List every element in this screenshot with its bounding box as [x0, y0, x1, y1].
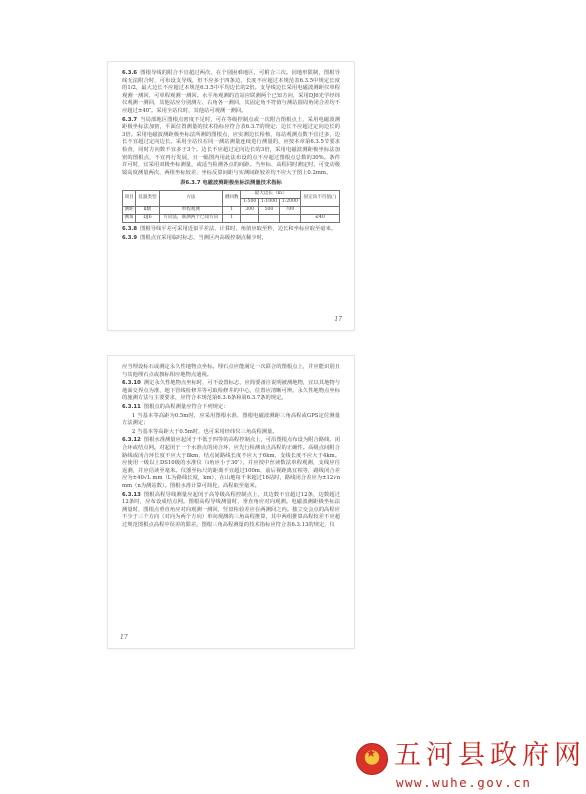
section-number: 6.3.13: [122, 491, 141, 498]
table-header-row: [123, 190, 340, 198]
paragraph-6-3-6: [122, 70, 340, 116]
table-subheader-cell: 1:2000: [279, 198, 300, 206]
paragraph-6-3-13: [122, 492, 340, 530]
table-cell: 300: [241, 206, 259, 214]
table-cell: [279, 214, 300, 222]
list-item: [122, 413, 340, 428]
table-cell: [241, 214, 259, 222]
table-row: [123, 214, 340, 222]
section-number: 6.3.9: [122, 234, 138, 241]
paragraph-text: 图根高程导线测量应起闭于高等级高程控制点上，其边数不宜超过12条，边数超过12条时，应布设成结点网。图根高程导线测量时，垂直角应对向观测。电磁波测距极坐标法测量时，图根点垂直角应对向观测一测回，竖盘检验差应在两测回之内。独立交会点的高程应不少于三个方向（对向为两个方向）单向观测的三角高程推算，其中两组推算高程较差不应超过规范图根点高程中误差的限差。图根三角高程测量的技术指标应符合表6.3.13的规定，仪: [122, 491, 340, 528]
table-cell: [259, 214, 280, 222]
table-cell: ≤40: [300, 214, 339, 222]
site-watermark: [356, 740, 586, 790]
table-cell: 1: [223, 206, 241, 214]
paragraph-text: 测定永久性地物点坐标时，可不设置标志，应简要备注说明被测地物，宜以其地物与地面交界点为准，地下管线检修井等可取检修井的中心，位置应清晰可辨。永久性地物点坐标的施测方法与主要要求，应符合本规范第6.3.6条和第6.3.7条的规定。: [122, 380, 340, 402]
table-cell: 测角: [123, 214, 136, 222]
paragraph-6-3-10: [122, 380, 340, 403]
list-item: [122, 429, 340, 437]
section-number: 6.3.8: [122, 225, 138, 232]
table-header-cell: 方法: [159, 190, 222, 206]
table-row: [123, 206, 340, 214]
table-cell: 1: [223, 214, 241, 222]
page-top-body: [122, 70, 340, 243]
paragraph-text: 图根水准测量应起闭于不低于四等的高程控制点上，可沿图根点布设为附合路线、闭合环或结点网。对起闭于一个水准点的闭合环，应先行检测该点高程的正确性。高级点间附合路线或闭合环长度不应大于8km，结点间路线长度不应大于6km，支线长度不应大于4km。应使用一级以上DS10级的水准仪（i角应小于30″），并应按中丝读数法单程观测，支线应往返测，并应估读至毫米。仪器至标尺的距离不宜超过100m，前后视距离宜相等，路线闭合差应为±40√L mm（L为路线长度，km），在山地每千米超过16站时，路线闭合差应为±12√n mm（n为测站数）。图根水准计算可简化，高程取至毫米。: [122, 437, 340, 489]
site-name: 五河县政府网: [394, 740, 586, 771]
table-subheader-cell: 1:500: [241, 198, 259, 206]
table-cell: [300, 206, 339, 214]
paragraph-6-3-7: [122, 117, 340, 178]
paragraph-text: 当局部地区图根点密度不足时，可在等级控制点或一次附合图根点上，采用电磁波测距极坐标法加密，平面位置测量的技术指标应符合表6.3.7的规定；边长不应超过定向边长的3倍。采用电磁波测距极坐标法所测的图根点，应实测边长检核，每站观测点数不宜过多，边长不宜超过定向边长。采用全站仪在同一测站测量连续进行测量的，应按本章第6.3.5节要求检查，同时方向数不宜多于3个。边长不应超过定向边长的3倍，采用电磁波测距极坐标法加密的图根点，不宜再行发展，且一幅图内用此法布设的点不应超过图根点总数的30%。条件许可时，宜采用双极坐标测量，或适当检测各点的间距。当坐标、高程同时测定时，可变动极镜高度测量两次，两组坐标较差、坐标反算间距与实测间距较差均不应大于图上0.2mm。: [122, 116, 340, 176]
paragraph-6-3-8: [122, 226, 340, 234]
paragraph-text: 2 当基本等高距大于0.5m时，也可采用经纬仪三角高程测量。: [132, 428, 278, 435]
document-page-bottom: [108, 356, 354, 648]
table-cell: 500: [259, 206, 280, 214]
table-cell: 方向法，联测两个已知方向: [159, 214, 222, 222]
section-number: 6.3.11: [122, 403, 141, 410]
spec-table: [122, 190, 340, 223]
document-page-top: [108, 62, 354, 330]
page-number: 17: [334, 316, 342, 324]
table-title: 表6.3.7 电磁波测距极坐标法测量技术指标: [180, 180, 282, 187]
table-header-cell: 测回数: [223, 190, 241, 206]
paragraph-text: 图根点的高程测量应符合下列规定：: [143, 403, 229, 410]
paragraph-text: 应当埋设标石或测定永久性地物点坐标。埋石点应能满足一次联合的图根点上，并应能识别且与其他埋石点或旗标相应地物点通视。: [122, 364, 340, 378]
table-header-cell: 最大边长（m）: [241, 190, 301, 198]
paragraph-text: 图根导线的附合不宜超过两次，在个别困难地区，可附合三次。因地形限制，图根导线无法附合时，可布设支导线，但不应多于四条边，长度不应超过本规范表6.3.5中规定长度的1/2，最大边长不应超过本规范6.3.5中平均边长的2倍。支导线边长采用电磁波测距仪单程观测一测回，可单程观测一测回。水平角观测的首站应联测两个已知方向，采用DJ6光学经纬仪观测一测回，其他站应分别测左、右角各一测回，其固定角不符值与测站圆周角闭合差均不应超过±40″。采用全站仪时，其他站可观测一测回。: [122, 70, 340, 114]
section-number: 6.3.12: [122, 437, 141, 444]
page-bottom-body: [122, 364, 340, 530]
paragraph-continued: [122, 364, 340, 379]
section-number: 6.3.7: [122, 116, 138, 123]
table-cell: Ⅱ级: [136, 206, 159, 214]
page-number: 17: [120, 634, 128, 642]
table-cell: 测距: [123, 206, 136, 214]
paragraph-text: 图根导线平差可采用近似平差法，计算时，角值应取至秒，边长和坐标应取至毫米。: [140, 225, 337, 232]
site-url: www.wuhe.gov.cn: [396, 775, 532, 790]
paragraph-6-3-11: [122, 404, 340, 412]
table-subheader-cell: 1:1000: [259, 198, 280, 206]
table-cell: 单程观测: [159, 206, 222, 214]
section-number: 6.3.6: [122, 70, 138, 76]
paragraph-6-3-12: [122, 437, 340, 490]
paragraph-text: 图根点宜采用临时标志，当测区内高级控制点稀少时，: [140, 234, 268, 241]
table-header-cell: 仪器类型: [136, 190, 159, 206]
table-header-cell: 固定角不符值(″): [300, 190, 339, 206]
table-cell: 700: [279, 206, 300, 214]
paragraph-6-3-9: [122, 235, 340, 243]
table-cell: DJ6: [136, 214, 159, 222]
emblem-star-icon: ★: [365, 746, 377, 760]
paragraph-text: 1 当基本等高距为0.5m时，应采用图根水准、图根电磁波测距三角高程或GPS定位测量方法测定；: [122, 412, 340, 427]
section-number: 6.3.10: [122, 380, 141, 387]
table-header-cell: 项目: [123, 190, 136, 206]
